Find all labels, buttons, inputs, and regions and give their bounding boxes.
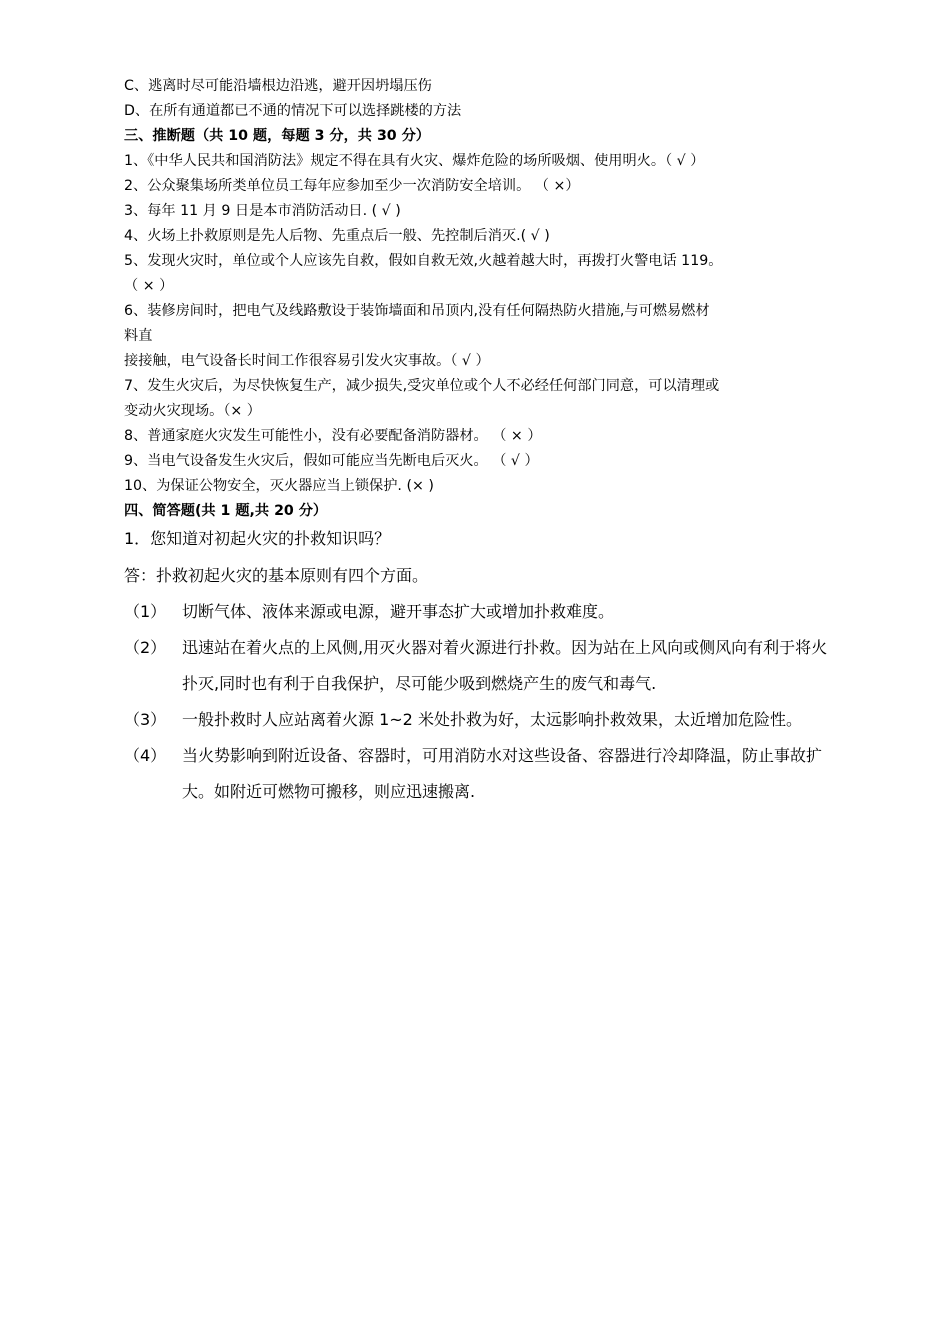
answer-intro: 答：扑救初起火灾的基本原则有四个方面。	[124, 566, 429, 585]
answer-item-text: 切断气体、液体来源或电源，避开事态扩大或增加扑救难度。	[182, 602, 615, 621]
judge-line: 1、《中华人民共和国消防法》规定不得在具有火灾、爆炸危险的场所吸烟、使用明火。（ √ ）	[124, 153, 705, 169]
judge-line: 接接触，电气设备长时间工作很容易引发火灾事故。（ √ ）	[124, 353, 490, 369]
judge-line: 3、每年 11 月 9 日是本市消防活动日. ( √ )	[124, 203, 401, 219]
judge-line: 8、普通家庭火灾发生可能性小，没有必要配备消防器材。 （ × ）	[124, 428, 542, 444]
answer-item-text: 一般扑救时人应站离着火源 1~2 米处扑救为好，太远影响扑救效果，太近增加危险性。	[182, 710, 802, 729]
option-d: D、在所有通道都已不通的情况下可以选择跳楼的方法	[124, 103, 462, 119]
judge-line: 10、为保证公物安全，灭火器应当上锁保护. (× )	[124, 478, 434, 494]
answer-item-text: 迅速站在着火点的上风侧,用灭火器对着火源进行扑救。因为站在上风向或侧风向有利于将火扑灭,同时也有利于自我保护，尽可能少吸到燃烧产生的废气和毒气.	[182, 638, 828, 693]
option-c: C、逃离时尽可能沿墙根边沿逃，避开因坍塌压伤	[124, 78, 432, 94]
answer-item-text: 当火势影响到附近设备、容器时，可用消防水对这些设备、容器进行冷却降温，防止事故扩大。如附近可燃物可搬移，则应迅速搬离.	[182, 746, 823, 801]
answer-item-number: （2）	[124, 638, 167, 657]
answer-item	[124, 738, 834, 810]
judge-line: 4、火场上扑救原则是先人后物、先重点后一般、先控制后消灭.( √ )	[124, 228, 550, 244]
answer-item	[124, 702, 834, 738]
judge-line: 料直	[124, 328, 153, 344]
answer-item	[124, 630, 834, 702]
judge-line: 变动火灾现场。（× ）	[124, 403, 261, 419]
answer-item-number: （3）	[124, 710, 167, 729]
short-answer-question: 1．您知道对初起火灾的扑救知识吗？	[124, 529, 391, 548]
answer-item	[124, 594, 834, 630]
answer-item-number: （1）	[124, 602, 167, 621]
judge-line: 6、装修房间时，把电气及线路敷设于装饰墙面和吊顶内,没有任何隔热防火措施,与可燃易燃材	[124, 303, 710, 319]
document-page	[124, 74, 834, 810]
judge-line: 2、公众聚集场所类单位员工每年应参加至少一次消防安全培训。 （ ×）	[124, 178, 580, 194]
section4-title: 四、简答题(共 1 题,共 20 分）	[124, 503, 328, 519]
judge-line: 9、当电气设备发生火灾后，假如可能应当先断电后灭火。 （ √ ）	[124, 453, 539, 469]
judge-line: 7、发生火灾后，为尽快恢复生产，减少损失,受灾单位或个人不必经任何部门同意，可以清理或	[124, 378, 720, 394]
judge-line: （ × ）	[124, 278, 174, 294]
section3-title: 三、推断题（共 10 题，每题 3 分，共 30 分）	[124, 128, 430, 144]
judge-line: 5、发现火灾时，单位或个人应该先自救，假如自救无效,火越着越大时，再拨打火警电话 119。	[124, 253, 723, 269]
answer-item-number: （4）	[124, 746, 167, 765]
